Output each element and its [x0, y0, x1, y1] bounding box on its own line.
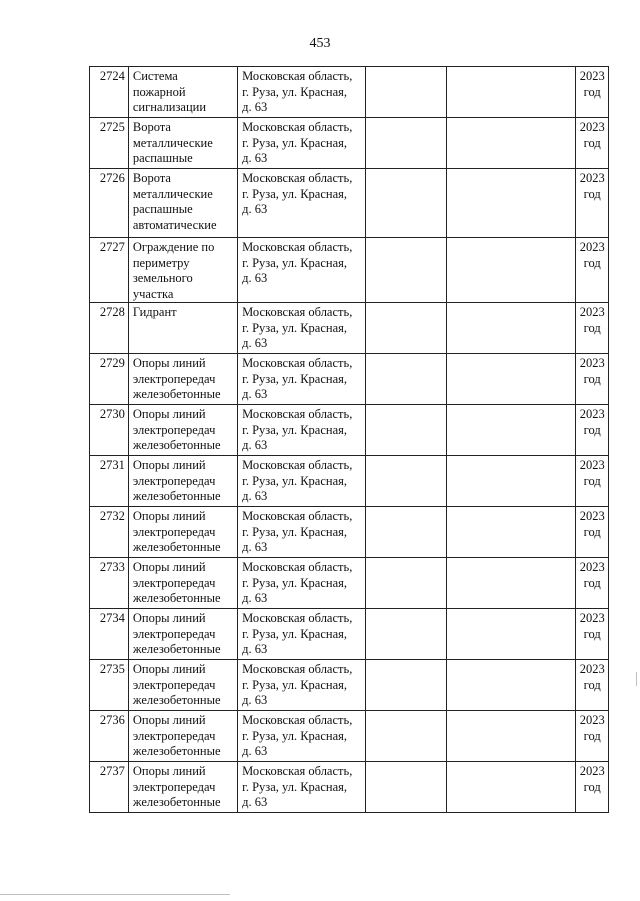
empty-cell-2: [447, 660, 576, 711]
empty-cell-1: [366, 507, 447, 558]
row-number-cell: [90, 67, 129, 118]
empty-cell-1: [366, 711, 447, 762]
address-cell: [238, 609, 366, 660]
row-number: 2737: [99, 764, 125, 778]
empty-cell-1: [366, 303, 447, 354]
address-cell: [238, 558, 366, 609]
empty-cell-2: [447, 118, 576, 169]
object-name: Опоры линий электропередач железобетонные: [132, 713, 221, 758]
address: Московская область, г. Руза, ул. Красная, д. 63: [242, 509, 353, 554]
address: Московская область, г. Руза, ул. Красная, д. 63: [242, 713, 353, 758]
object-name-cell: [128, 711, 237, 762]
row-number-cell: [90, 609, 129, 660]
year-cell: [576, 169, 609, 238]
year: 2023 год: [579, 407, 605, 437]
row-number: 2724: [99, 69, 125, 83]
object-name: Опоры линий электропередач железобетонные: [132, 764, 221, 809]
object-name: Ограждение по периметру земельного участка: [132, 240, 215, 301]
address-cell: [238, 67, 366, 118]
address: Московская область, г. Руза, ул. Красная, д. 63: [242, 171, 353, 216]
year: 2023 год: [579, 611, 605, 641]
year-cell: [576, 238, 609, 303]
address-cell: [238, 456, 366, 507]
year-cell: [576, 303, 609, 354]
register-table: [89, 66, 609, 813]
address-cell: [238, 660, 366, 711]
year: 2023 год: [579, 764, 605, 794]
row-number: 2729: [99, 356, 125, 370]
object-name: Опоры линий электропередач железобетонные: [132, 509, 221, 554]
row-number-cell: [90, 303, 129, 354]
table-row: [90, 354, 609, 405]
year: 2023 год: [579, 305, 605, 335]
year-cell: [576, 507, 609, 558]
register-table-body: [90, 67, 609, 813]
row-number-cell: [90, 507, 129, 558]
row-number: 2733: [99, 560, 125, 574]
address: Московская область, г. Руза, ул. Красная, д. 63: [242, 305, 353, 350]
row-number: 2726: [99, 171, 125, 185]
table-row: [90, 118, 609, 169]
object-name: Система пожарной сигнализации: [132, 69, 207, 114]
table-row: [90, 238, 609, 303]
empty-cell-2: [447, 456, 576, 507]
year: 2023 год: [579, 240, 605, 270]
empty-cell-1: [366, 405, 447, 456]
object-name-cell: [128, 169, 237, 238]
row-number: 2728: [99, 305, 125, 319]
address: Московская область, г. Руза, ул. Красная, д. 63: [242, 764, 353, 809]
page-number: 453: [309, 36, 331, 51]
object-name: Опоры линий электропередач железобетонные: [132, 611, 221, 656]
year-cell: [576, 456, 609, 507]
object-name: Опоры линий электропередач железобетонные: [132, 662, 221, 707]
empty-cell-2: [447, 303, 576, 354]
object-name-cell: [128, 660, 237, 711]
object-name-cell: [128, 118, 237, 169]
empty-cell-2: [447, 405, 576, 456]
empty-cell-1: [366, 169, 447, 238]
empty-cell-2: [447, 558, 576, 609]
empty-cell-1: [366, 118, 447, 169]
address-cell: [238, 238, 366, 303]
empty-cell-1: [366, 609, 447, 660]
year: 2023 год: [579, 120, 605, 150]
empty-cell-1: [366, 456, 447, 507]
row-number-cell: [90, 456, 129, 507]
table-row: [90, 711, 609, 762]
row-number-cell: [90, 238, 129, 303]
table-row: [90, 67, 609, 118]
empty-cell-2: [447, 67, 576, 118]
address-cell: [238, 507, 366, 558]
empty-cell-1: [366, 762, 447, 813]
year-cell: [576, 660, 609, 711]
address: Московская область, г. Руза, ул. Красная, д. 63: [242, 69, 353, 114]
address-cell: [238, 118, 366, 169]
year-cell: [576, 118, 609, 169]
object-name-cell: [128, 762, 237, 813]
table-row: [90, 405, 609, 456]
object-name: Опоры линий электропередач железобетонные: [132, 407, 221, 452]
row-number: 2736: [99, 713, 125, 727]
row-number-cell: [90, 118, 129, 169]
object-name: Опоры линий электропередач железобетонные: [132, 458, 221, 503]
table-row: [90, 456, 609, 507]
table-row: [90, 303, 609, 354]
address-cell: [238, 762, 366, 813]
object-name: Опоры линий электропередач железобетонные: [132, 560, 221, 605]
row-number-cell: [90, 354, 129, 405]
row-number: 2735: [99, 662, 125, 676]
year-cell: [576, 354, 609, 405]
address-cell: [238, 354, 366, 405]
empty-cell-1: [366, 67, 447, 118]
scan-artifact-line: [0, 894, 230, 895]
empty-cell-2: [447, 711, 576, 762]
empty-cell-1: [366, 660, 447, 711]
year: 2023 год: [579, 458, 605, 488]
row-number: 2725: [99, 120, 125, 134]
table-row: [90, 762, 609, 813]
empty-cell-1: [366, 354, 447, 405]
object-name-cell: [128, 405, 237, 456]
row-number-cell: [90, 405, 129, 456]
row-number: 2730: [99, 407, 125, 421]
address: Московская область, г. Руза, ул. Красная, д. 63: [242, 407, 353, 452]
address-cell: [238, 711, 366, 762]
object-name-cell: [128, 67, 237, 118]
row-number: 2727: [99, 240, 125, 254]
year-cell: [576, 405, 609, 456]
year: 2023 год: [579, 69, 605, 99]
address: Московская область, г. Руза, ул. Красная, д. 63: [242, 240, 353, 285]
address-cell: [238, 405, 366, 456]
empty-cell-2: [447, 507, 576, 558]
object-name-cell: [128, 507, 237, 558]
year-cell: [576, 558, 609, 609]
scan-artifact-edge: [636, 672, 637, 686]
empty-cell-2: [447, 762, 576, 813]
empty-cell-1: [366, 238, 447, 303]
object-name-cell: [128, 456, 237, 507]
address-cell: [238, 169, 366, 238]
year: 2023 год: [579, 662, 605, 692]
year-cell: [576, 762, 609, 813]
empty-cell-1: [366, 558, 447, 609]
object-name: Ворота металлические распашные: [132, 120, 213, 165]
row-number: 2734: [99, 611, 125, 625]
row-number-cell: [90, 660, 129, 711]
table-row: [90, 660, 609, 711]
empty-cell-2: [447, 609, 576, 660]
year-cell: [576, 609, 609, 660]
address: Московская область, г. Руза, ул. Красная, д. 63: [242, 611, 353, 656]
empty-cell-2: [447, 354, 576, 405]
year-cell: [576, 67, 609, 118]
table-row: [90, 507, 609, 558]
object-name-cell: [128, 354, 237, 405]
year-cell: [576, 711, 609, 762]
address: Московская область, г. Руза, ул. Красная, д. 63: [242, 356, 353, 401]
object-name-cell: [128, 609, 237, 660]
object-name: Опоры линий электропередач железобетонные: [132, 356, 221, 401]
object-name-cell: [128, 238, 237, 303]
empty-cell-2: [447, 169, 576, 238]
address-cell: [238, 303, 366, 354]
object-name: Ворота металлические распашные автоматические: [132, 171, 217, 232]
object-name-cell: [128, 558, 237, 609]
address: Московская область, г. Руза, ул. Красная, д. 63: [242, 560, 353, 605]
year: 2023 год: [579, 560, 605, 590]
object-name-cell: [128, 303, 237, 354]
address: Московская область, г. Руза, ул. Красная, д. 63: [242, 458, 353, 503]
address: Московская область, г. Руза, ул. Красная, д. 63: [242, 120, 353, 165]
empty-cell-2: [447, 238, 576, 303]
table-row: [90, 169, 609, 238]
row-number: 2732: [99, 509, 125, 523]
table-row: [90, 609, 609, 660]
year: 2023 год: [579, 356, 605, 386]
row-number: 2731: [99, 458, 125, 472]
object-name: Гидрант: [132, 305, 177, 319]
year: 2023 год: [579, 713, 605, 743]
row-number-cell: [90, 762, 129, 813]
year: 2023 год: [579, 171, 605, 201]
row-number-cell: [90, 711, 129, 762]
row-number-cell: [90, 169, 129, 238]
table-row: [90, 558, 609, 609]
address: Московская область, г. Руза, ул. Красная, д. 63: [242, 662, 353, 707]
year: 2023 год: [579, 509, 605, 539]
row-number-cell: [90, 558, 129, 609]
